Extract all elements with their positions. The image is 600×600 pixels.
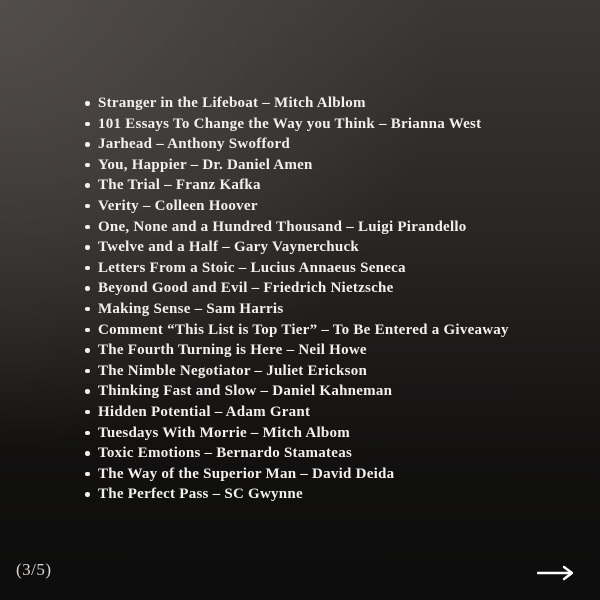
list-item: Letters From a Stoic – Lucius Annaeus Seneca [85,258,565,279]
list-item: Making Sense – Sam Harris [85,299,565,320]
list-item: Jarhead – Anthony Swofford [85,134,565,155]
list-item: 101 Essays To Change the Way you Think – Brianna West [85,114,565,135]
list-item: The Nimble Negotiator – Juliet Erickson [85,361,565,382]
book-list [85,93,565,505]
list-item: Toxic Emotions – Bernardo Stamateas [85,443,565,464]
list-item: Twelve and a Half – Gary Vaynerchuck [85,237,565,258]
list-item: The Trial – Franz Kafka [85,175,565,196]
long-right-arrow-icon [537,565,575,581]
list-item: Tuesdays With Morrie – Mitch Albom [85,423,565,444]
list-item: Stranger in the Lifeboat – Mitch Alblom [85,93,565,114]
list-item: Hidden Potential – Adam Grant [85,402,565,423]
list-item: Thinking Fast and Slow – Daniel Kahneman [85,381,565,402]
list-item: You, Happier – Dr. Daniel Amen [85,155,565,176]
list-item: One, None and a Hundred Thousand – Luigi Pirandello [85,217,565,238]
list-item: Verity – Colleen Hoover [85,196,565,217]
list-item: Comment “This List is Top Tier” – To Be Entered a Giveaway [85,320,565,341]
next-button[interactable] [537,565,575,581]
list-item: The Way of the Superior Man – David Deida [85,464,565,485]
page-indicator: (3/5) [16,560,52,579]
list-item: The Perfect Pass – SC Gwynne [85,484,565,505]
list-item: Beyond Good and Evil – Friedrich Nietzsche [85,278,565,299]
list-item: The Fourth Turning is Here – Neil Howe [85,340,565,361]
